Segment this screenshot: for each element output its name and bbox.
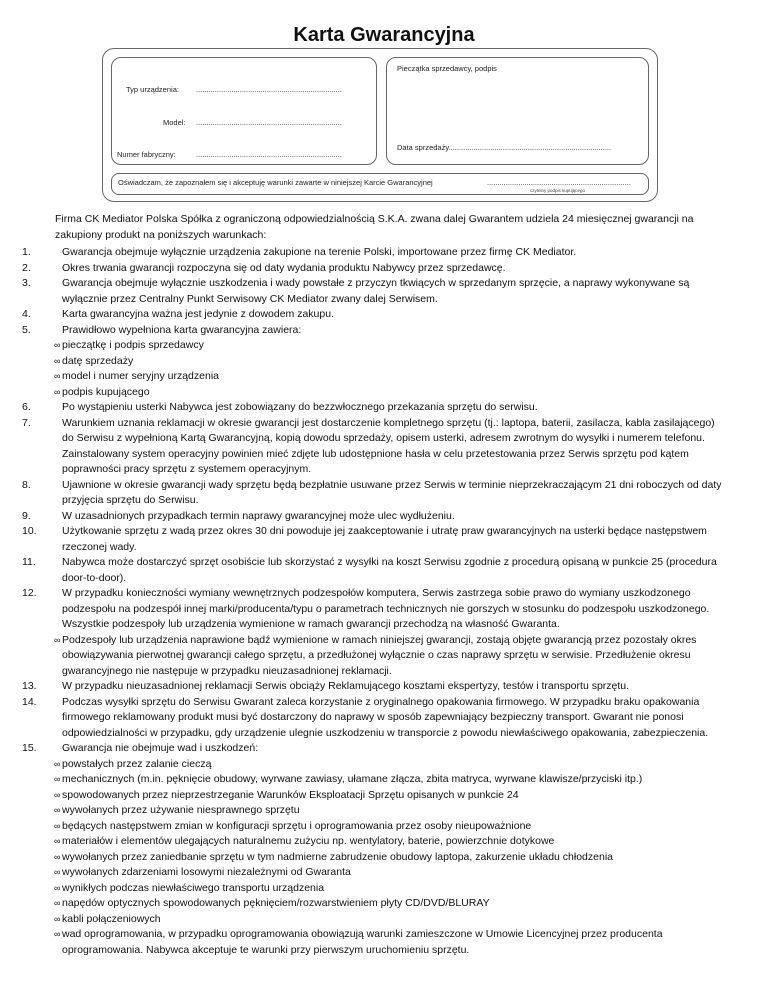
buyer-signature-field[interactable]: ..................................................................... bbox=[487, 178, 631, 187]
term-text: Gwarancja nie obejmuje wad i uszkodzeń: bbox=[62, 742, 259, 754]
sub-item-text: mechanicznych (m.in. pęknięcie obudowy, wyrwane zawiasy, ułamane złącza, zbita matryca, wyrwane klawisze/przyciski itp.) bbox=[62, 773, 643, 785]
term-item bbox=[0, 524, 768, 555]
bullet-icon: ∞ bbox=[54, 371, 59, 381]
term-item bbox=[0, 555, 768, 586]
bullet-icon: ∞ bbox=[54, 758, 59, 769]
sub-item bbox=[0, 354, 768, 370]
term-item bbox=[0, 741, 768, 757]
term-number: 13. bbox=[22, 680, 37, 692]
seller-panel bbox=[386, 57, 649, 165]
bullet-icon: ∞ bbox=[54, 867, 59, 877]
warranty-form bbox=[102, 48, 658, 202]
sub-item-text: datę sprzedaży bbox=[62, 354, 134, 367]
bullet-icon: ∞ bbox=[54, 805, 59, 815]
bullet-icon: ∞ bbox=[54, 820, 59, 831]
term-item bbox=[0, 509, 768, 525]
term-text: W uzasadnionych przypadkach termin naprawy gwarancyjnej może ulec wydłużeniu. bbox=[62, 509, 455, 522]
model-label: Model: bbox=[163, 118, 186, 127]
term-item bbox=[0, 679, 768, 695]
term-text: W przypadku nieuzasadnionej reklamacji Serwis obciąży Reklamującego kosztami ekspertyzy, testów i transportu sprzętu. bbox=[62, 680, 630, 692]
term-number: 9. bbox=[22, 509, 31, 522]
sub-item-text: wywołanych przez używanie niesprawnego sprzętu bbox=[62, 804, 300, 816]
sub-item-text: model i numer seryjny urządzenia bbox=[62, 370, 219, 382]
declaration-panel bbox=[111, 173, 649, 195]
device-info-panel bbox=[111, 57, 377, 165]
term-number: 7. bbox=[22, 416, 31, 429]
bullet-icon: ∞ bbox=[54, 929, 59, 939]
term-number: 14. bbox=[22, 695, 37, 708]
term-number: 4. bbox=[22, 308, 31, 320]
declaration-text: Oświadczam, że zapoznałem się i akceptuję warunki zawarte w niniejszej Karcie Gwarancyjnej bbox=[118, 178, 433, 187]
term-item bbox=[0, 586, 768, 633]
term-number: 5. bbox=[22, 323, 31, 336]
term-text: Warunkiem uznania reklamacji w okresie gwarancji jest dostarczenie kompletnego sprzętu (tj.: laptopa, baterii, zasilacza, kabla zasilającego) do Serwisu z wypełnioną Kartą Gwarancyjną, kopią dowodu sprzedaży, opisem usterki, adresem zwrotnym do wysyłki i numerem telefonu. Zainstalowany system operacyjny powinien mieć zdjęte lub udostępnione hasła w celu przetestowania przez Serwis sprzętu pod kątem poprawności pracy sprzętu z systemem operacyjnym. bbox=[62, 416, 715, 475]
bullet-icon: ∞ bbox=[54, 355, 59, 366]
sale-date-field[interactable]: Data sprzedaży.............................................................................. bbox=[397, 143, 612, 152]
sub-item-text: wywołanych przez zaniedbanie sprzętu w tym nadmierne zabrudzenie obudowy laptopa, zakurzenie układu chłodzenia bbox=[62, 850, 613, 863]
sub-item bbox=[0, 834, 768, 850]
term-number: 3. bbox=[22, 277, 31, 289]
sub-item bbox=[0, 803, 768, 819]
sub-item-text: wywołanych zdarzeniami losowymi niezależnymi od Gwaranta bbox=[62, 866, 351, 878]
bullet-icon: ∞ bbox=[54, 882, 59, 893]
sub-item-text: materiałów i elementów ulegających naturalnemu zużyciu np. wentylatory, baterie, powierzchnie dotykowe bbox=[62, 835, 555, 847]
term-number: 1. bbox=[22, 246, 31, 258]
term-item bbox=[0, 478, 768, 509]
term-item bbox=[0, 416, 768, 478]
term-number: 6. bbox=[22, 401, 31, 413]
bullet-icon: ∞ bbox=[54, 898, 59, 908]
term-text: Karta gwarancyjna ważna jest jedynie z dowodem zakupu. bbox=[62, 308, 334, 320]
sub-item-text: będących następstwem zmian w konfiguracji sprzętu i oprogramowania przez osoby nieupoważnione bbox=[62, 819, 532, 832]
sub-item bbox=[0, 819, 768, 835]
sub-item-text: powstałych przez zalanie cieczą bbox=[62, 757, 212, 770]
sub-item bbox=[0, 881, 768, 897]
serial-number-label: Numer fabryczny: bbox=[117, 150, 176, 159]
term-number: 15. bbox=[22, 742, 37, 754]
device-type-label: Typ urządzenia: bbox=[126, 85, 179, 94]
sub-item-text: pieczątkę i podpis sprzedawcy bbox=[62, 339, 204, 351]
sub-item bbox=[0, 385, 768, 401]
term-number: 10. bbox=[22, 525, 37, 537]
signature-caption: czytelny podpis kupującego bbox=[530, 188, 586, 193]
sub-item bbox=[0, 757, 768, 773]
bullet-icon: ∞ bbox=[54, 851, 59, 862]
bullet-icon: ∞ bbox=[54, 836, 59, 846]
sub-item bbox=[0, 633, 768, 680]
sub-item bbox=[0, 369, 768, 385]
term-text: Okres trwania gwarancji rozpoczyna się od daty wydania produktu Nabywcy przez sprzedawcę. bbox=[62, 261, 506, 274]
term-text: Gwarancja obejmuje wyłącznie urządzenia zakupione na terenie Polski, importowane przez firmę CK Mediator. bbox=[62, 246, 577, 258]
sub-item-text: kabli połączeniowych bbox=[62, 912, 161, 925]
term-text: Podczas wysyłki sprzętu do Serwisu Gwarant zaleca korzystanie z oryginalnego opakowania firmowego. W przypadku braku opakowania firmowego reklamowany produkt musi być dostarczony do naprawy w sposób zapewniający bezpieczny transport. Gwarant nie ponosi odpowiedzialności w przypadku, gdy urządzenie ulegnie uszkodzeniu w transporcie z powodu niewłaściwego opakowania, zabezpieczenia. bbox=[62, 695, 709, 739]
term-number: 12. bbox=[22, 587, 37, 599]
warranty-terms-list bbox=[0, 245, 768, 958]
term-text: Po wystąpieniu usterki Nabywca jest zobowiązany do bezzwłocznego przekazania sprzętu do serwisu. bbox=[62, 401, 538, 413]
sub-item-text: wad oprogramowania, w przypadku oprogramowania obowiązują warunki zamieszczone w Umowie Licencyjnej przez producenta oprogramowania. Nabywca akceptuje te warunki przy pierwszym uruchomieniu sprzętu. bbox=[62, 928, 663, 956]
term-item bbox=[0, 323, 768, 339]
term-item bbox=[0, 307, 768, 323]
sub-item-text: wynikłych podczas niewłaściwego transportu urządzenia bbox=[62, 881, 325, 894]
bullet-icon: ∞ bbox=[54, 789, 59, 800]
bullet-icon: ∞ bbox=[54, 634, 59, 645]
sub-item-text: podpis kupującego bbox=[62, 385, 150, 398]
term-item bbox=[0, 400, 768, 416]
term-item bbox=[0, 261, 768, 277]
term-text: Ujawnione w okresie gwarancji wady sprzętu będą bezpłatnie usuwane przez Serwis w terminie nieprzekraczającym 21 dni roboczych od daty przyjęcia sprzętu do Serwisu. bbox=[62, 478, 722, 506]
term-text: Gwarancja obejmuje wyłącznie uszkodzenia i wady powstałe z przyczyn tkwiących w sprzedanym sprzęcie, a naprawy wykonywane są wyłącznie przez Centralny Punkt Serwisowy CK Mediator zwany dalej Serwisem. bbox=[62, 277, 690, 305]
sub-item bbox=[0, 850, 768, 866]
sub-item-text: napędów optycznych spowodowanych pęknięciem/rozwarstwieniem płyty CD/DVD/BLURAY bbox=[62, 897, 490, 909]
term-item bbox=[0, 245, 768, 261]
page-title: Karta Gwarancyjna bbox=[293, 24, 475, 46]
term-text: Prawidłowo wypełniona karta gwarancyjna zawiera: bbox=[62, 323, 302, 336]
sub-item bbox=[0, 927, 768, 958]
serial-number-field[interactable]: ...................................................................... bbox=[196, 150, 342, 159]
term-text: Nabywca może dostarczyć sprzęt osobiście lub skorzystać z wysyłki na koszt Serwisu zgodnie z procedurą opisaną w punkcie 25 (procedura door-to-door). bbox=[62, 556, 717, 584]
model-field[interactable]: ...................................................................... bbox=[196, 118, 342, 127]
sub-item bbox=[0, 338, 768, 354]
term-text: Użytkowanie sprzętu z wadą przez okres 30 dni powoduje jej zaakceptowanie i utratę praw gwarancyjnych na usterki będące następstwem rzeczonej wady. bbox=[62, 525, 707, 553]
bullet-icon: ∞ bbox=[54, 913, 59, 924]
sub-item bbox=[0, 912, 768, 928]
seller-stamp-label: Pieczątka sprzedawcy, podpis bbox=[397, 64, 497, 73]
sub-item-text: spowodowanych przez nieprzestrzeganie Warunków Eksploatacji Sprzętu opisanych w punkcie 24 bbox=[62, 788, 519, 801]
intro-paragraph: Firma CK Mediator Polska Spółka z ograniczoną odpowiedzialnością S.K.A. zwana dalej Gwarantem udziela 24 miesięcznej gwarancji na zakupiony produkt na poniższych warunkach: bbox=[55, 213, 694, 241]
bullet-icon: ∞ bbox=[54, 340, 59, 350]
sub-item bbox=[0, 788, 768, 804]
bullet-icon: ∞ bbox=[54, 774, 59, 784]
term-item bbox=[0, 276, 768, 307]
sub-item bbox=[0, 865, 768, 881]
sub-item-text: Podzespoły lub urządzenia naprawione bądź wymienione w ramach niniejszej gwarancji, zostają objęte gwarancją przez pozostały okres obowiązywania pierwotnej gwarancji całego sprzętu, a przedłużonej wyłącznie o czas naprawy sprzętu w serwisie. Przedłużenie okresu gwarancyjnego nie następuje w przypadku nieuzasadnionej reklamacji. bbox=[62, 633, 697, 677]
term-item bbox=[0, 695, 768, 742]
term-text: W przypadku konieczności wymiany wewnętrznych podzespołów komputera, Serwis zastrzega sobie prawo do wymiany uszkodzonego podzespołu na podzespół innej marki/producenta/typu o parametrach technicznych nie gorszych w stosunku do podzespołu uszkodzonego. Wszystkie podzespoły lub urządzenia wymienione w ramach gwarancji przechodzą na własność Gwaranta. bbox=[62, 587, 710, 630]
term-number: 11. bbox=[22, 556, 36, 568]
bullet-icon: ∞ bbox=[54, 386, 59, 397]
sub-item bbox=[0, 772, 768, 788]
sub-item bbox=[0, 896, 768, 912]
term-number: 8. bbox=[22, 478, 31, 491]
term-number: 2. bbox=[22, 261, 31, 274]
device-type-field[interactable]: ...................................................................... bbox=[196, 85, 342, 94]
